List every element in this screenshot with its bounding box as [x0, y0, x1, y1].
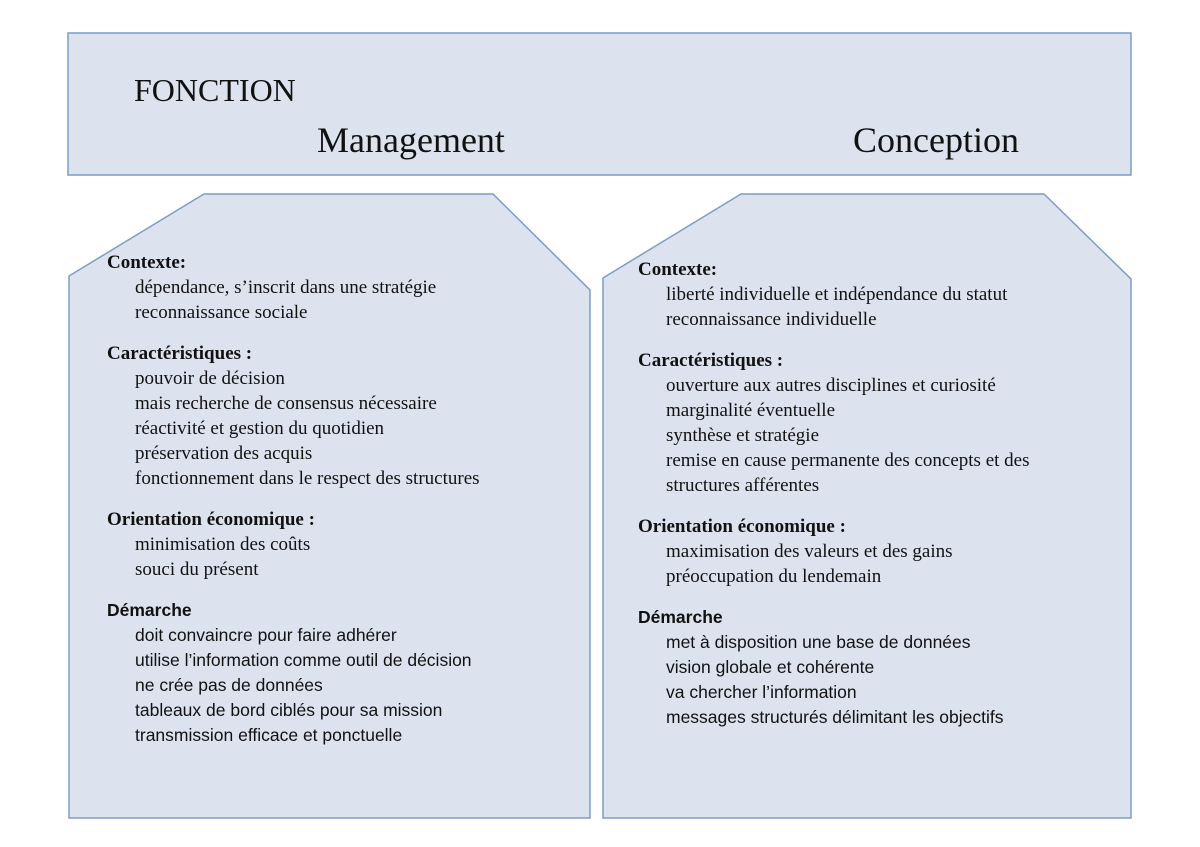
section-conception-3 [638, 514, 1118, 589]
section-title: Démarche [638, 607, 723, 627]
section-title: Contexte: [107, 252, 187, 273]
list-item: tableaux de bord ciblés pour sa mission [135, 700, 443, 720]
section-conception-2 [638, 348, 1118, 498]
section-title: Caractéristiques : [107, 343, 253, 364]
list-item: minimisation des coûts [135, 534, 311, 555]
list-item: va chercher l’information [666, 682, 857, 702]
section-management-3 [107, 507, 587, 582]
list-item: préservation des acquis [135, 443, 313, 464]
section-conception-4 [638, 605, 1118, 730]
section-management-1 [107, 250, 587, 325]
header-title: FONCTION [134, 72, 296, 108]
list-item: pouvoir de décision [135, 368, 285, 389]
list-item: messages structurés délimitant les objectifs [666, 707, 1004, 727]
list-item: ne crée pas de données [135, 675, 323, 695]
list-item: remise en cause permanente des concepts et des [666, 450, 1030, 471]
section-management-4 [107, 598, 587, 748]
list-item: marginalité éventuelle [666, 400, 835, 421]
list-item: transmission efficace et ponctuelle [135, 725, 403, 745]
section-management-2 [107, 341, 587, 491]
list-item: souci du présent [135, 559, 259, 580]
list-item: reconnaissance individuelle [666, 309, 877, 330]
list-item: liberté individuelle et indépendance du statut [666, 284, 1008, 305]
list-item: mais recherche de consensus nécessaire [135, 393, 437, 414]
section-title: Orientation économique : [107, 509, 315, 530]
list-item: doit convaincre pour faire adhérer [135, 625, 397, 645]
list-item: utilise l’information comme outil de décision [135, 650, 472, 670]
list-item: reconnaissance sociale [135, 302, 308, 323]
section-title: Caractéristiques : [638, 350, 784, 371]
list-item: fonctionnement dans le respect des structures [135, 468, 480, 489]
section-title: Orientation économique : [638, 516, 846, 537]
column-heading-management: Management [317, 120, 505, 160]
list-item: structures afférentes [666, 475, 820, 496]
list-item: préoccupation du lendemain [666, 566, 882, 587]
list-item: maximisation des valeurs et des gains [666, 541, 953, 562]
list-item: synthèse et stratégie [666, 425, 820, 446]
section-conception-1 [638, 257, 1118, 332]
management-panel [107, 250, 587, 764]
list-item: met à disposition une base de données [666, 632, 971, 652]
section-title: Contexte: [638, 259, 718, 280]
column-heading-conception: Conception [853, 120, 1019, 160]
list-item: ouverture aux autres disciplines et curiosité [666, 375, 996, 396]
section-title: Démarche [107, 600, 192, 620]
list-item: vision globale et cohérente [666, 657, 875, 677]
list-item: réactivité et gestion du quotidien [135, 418, 385, 439]
list-item: dépendance, s’inscrit dans une stratégie [135, 277, 437, 298]
conception-panel [638, 257, 1118, 746]
